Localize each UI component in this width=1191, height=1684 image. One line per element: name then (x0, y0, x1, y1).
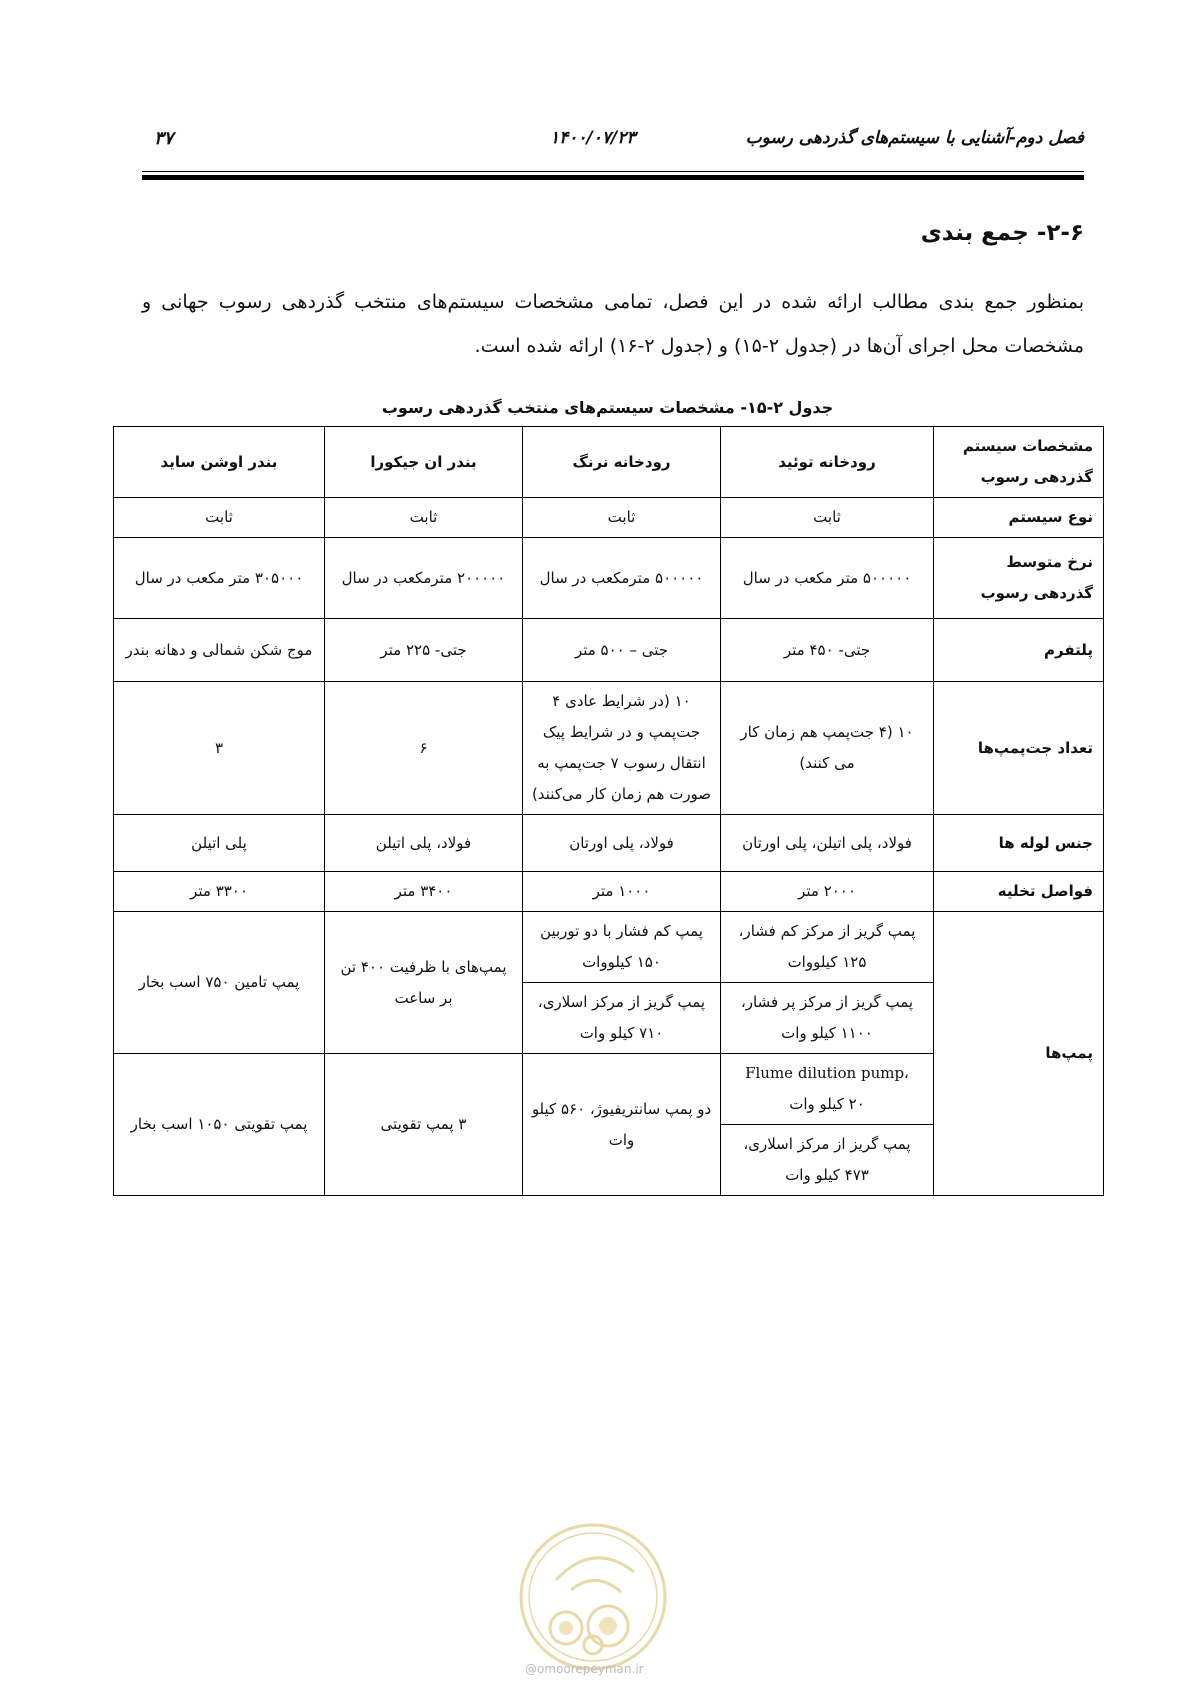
table-cell: جتی- ۲۲۵ متر (325, 619, 523, 682)
table-cell: ثابت (325, 498, 523, 538)
table-cell: پمپ گریز از مرکز کم فشار، ۱۲۵ کیلووات (721, 912, 934, 983)
row-label: پلتفرم (934, 619, 1104, 682)
table-cell: ۱۰ (۴ جت‌پمپ هم زمان کار می کنند) (721, 682, 934, 815)
table-cell: پمپ گریز از مرکز اسلاری، ۴۷۳ کیلو وات (721, 1125, 934, 1196)
row-label: نرخ متوسط گذردهی رسوب (934, 538, 1104, 619)
table-cell: ثابت (114, 498, 325, 538)
table-cell: ۱۰ (در شرایط عادی ۴ جت‌پمپ و در شرایط پیک انتقال رسوب ۷ جت‌پمپ به صورت هم زمان کار می‌کنند) (523, 682, 721, 815)
table-cell: فولاد، پلی اتیلن (325, 815, 523, 872)
table-row-pumps (114, 912, 1104, 983)
table-row-jet-pumps (114, 682, 1104, 815)
watermark-text: @omoorepeyman.ir (525, 1662, 644, 1676)
header-rule-thin (142, 171, 1084, 172)
table-row-pipe-material (114, 815, 1104, 872)
table-cell: ۳۳۰۰ متر (114, 872, 325, 912)
table-cell: پلی اتیلن (114, 815, 325, 872)
header-cell-oceanside: بندر اوشن ساید (114, 427, 325, 498)
table-cell: ۳ پمپ تقویتی (325, 1054, 523, 1196)
table-cell: ثابت (523, 498, 721, 538)
header-rule-thick (142, 175, 1084, 180)
row-label: نوع سیستم (934, 498, 1104, 538)
header-cell-nerang: رودخانه نرنگ (523, 427, 721, 498)
table-cell: ثابت (721, 498, 934, 538)
header-cell-spec: مشخصات سیستم گذردهی رسوب (934, 427, 1104, 498)
table-cell: پمپ کم فشار با دو توربین ۱۵۰ کیلووات (523, 912, 721, 983)
table-cell: ۵۰۰۰۰۰ مترمکعب در سال (523, 538, 721, 619)
table-cell: ۳۰۵۰۰۰ متر مکعب در سال (114, 538, 325, 619)
table-row-discharge-distance (114, 872, 1104, 912)
table-cell: جتی- ۴۵۰ متر (721, 619, 934, 682)
table-cell: جتی – ۵۰۰ متر (523, 619, 721, 682)
table-cell: فولاد، پلی اورتان (523, 815, 721, 872)
specs-table (113, 426, 1104, 1196)
table-cell: ۲۰۰۰ متر (721, 872, 934, 912)
summary-paragraph: بمنظور جمع بندی مطالب ارائه شده در این فصل، تمامی مشخصات سیستم‌های منتخب گذردهی رسوب جهانی و مشخصات محل اجرای آن‌ها در (جدول ۲-۱۵) و (جدول ۲-۱۶) ارائه شده است. (142, 291, 1084, 357)
table-cell: ۵۰۰۰۰۰ متر مکعب در سال (721, 538, 934, 619)
table-caption: جدول ۲-۱۵- مشخصات سیستم‌های منتخب گذردهی رسوب (381, 398, 834, 417)
header-cell-nga-kora: بندر ان جیکورا (325, 427, 523, 498)
table-cell: موج شکن شمالی و دهانه بندر (114, 619, 325, 682)
table-cell: پمپ تامین ۷۵۰ اسب بخار (114, 912, 325, 1054)
page-header (142, 128, 1084, 156)
table-row-transfer-rate (114, 538, 1104, 619)
table-row-platform (114, 619, 1104, 682)
table-header-row (114, 427, 1104, 498)
table-cell: پمپ‌های با ظرفیت ۴۰۰ تن بر ساعت (325, 912, 523, 1054)
table-cell (721, 1054, 934, 1125)
table-cell: ۳۴۰۰ متر (325, 872, 523, 912)
row-label: پمپ‌ها (934, 912, 1104, 1196)
section-title: ۲-۶- جمع بندی (920, 220, 1084, 246)
table-cell: دو پمپ سانتریفیوژ، ۵۶۰ کیلو وات (523, 1054, 721, 1196)
header-cell-tweed: رودخانه توئید (721, 427, 934, 498)
table-cell: پمپ گریز از مرکز پر فشار، ۱۱۰۰ کیلو وات (721, 983, 934, 1054)
flume-pump-power: ۲۰ کیلو وات (789, 1095, 865, 1113)
header-date: ۱۴۰۰/۰۷/۲۳ (550, 128, 636, 148)
table-cell: ۲۰۰۰۰۰ مترمکعب در سال (325, 538, 523, 619)
chapter-title: فصل دوم-آشنایی با سیستم‌های گذردهی رسوب (745, 128, 1084, 148)
table-cell: ۶ (325, 682, 523, 815)
row-label: فواصل تخلیه (934, 872, 1104, 912)
table-cell: فولاد، پلی اتیلن، پلی اورتان (721, 815, 934, 872)
table-row-system-type (114, 498, 1104, 538)
row-label: تعداد جت‌پمپ‌ها (934, 682, 1104, 815)
omoore-peyman-seal-icon (516, 1520, 670, 1674)
table-cell: پمپ تقویتی ۱۰۵۰ اسب بخار (114, 1054, 325, 1196)
row-label: جنس لوله ها (934, 815, 1104, 872)
table-cell: پمپ گریز از مرکز اسلاری، ۷۱۰ کیلو وات (523, 983, 721, 1054)
table-cell: ۳ (114, 682, 325, 815)
table-cell: ۱۰۰۰ متر (523, 872, 721, 912)
page-number: ۳۷ (154, 128, 174, 149)
flume-pump-text: Flume dilution pump، (745, 1064, 909, 1082)
